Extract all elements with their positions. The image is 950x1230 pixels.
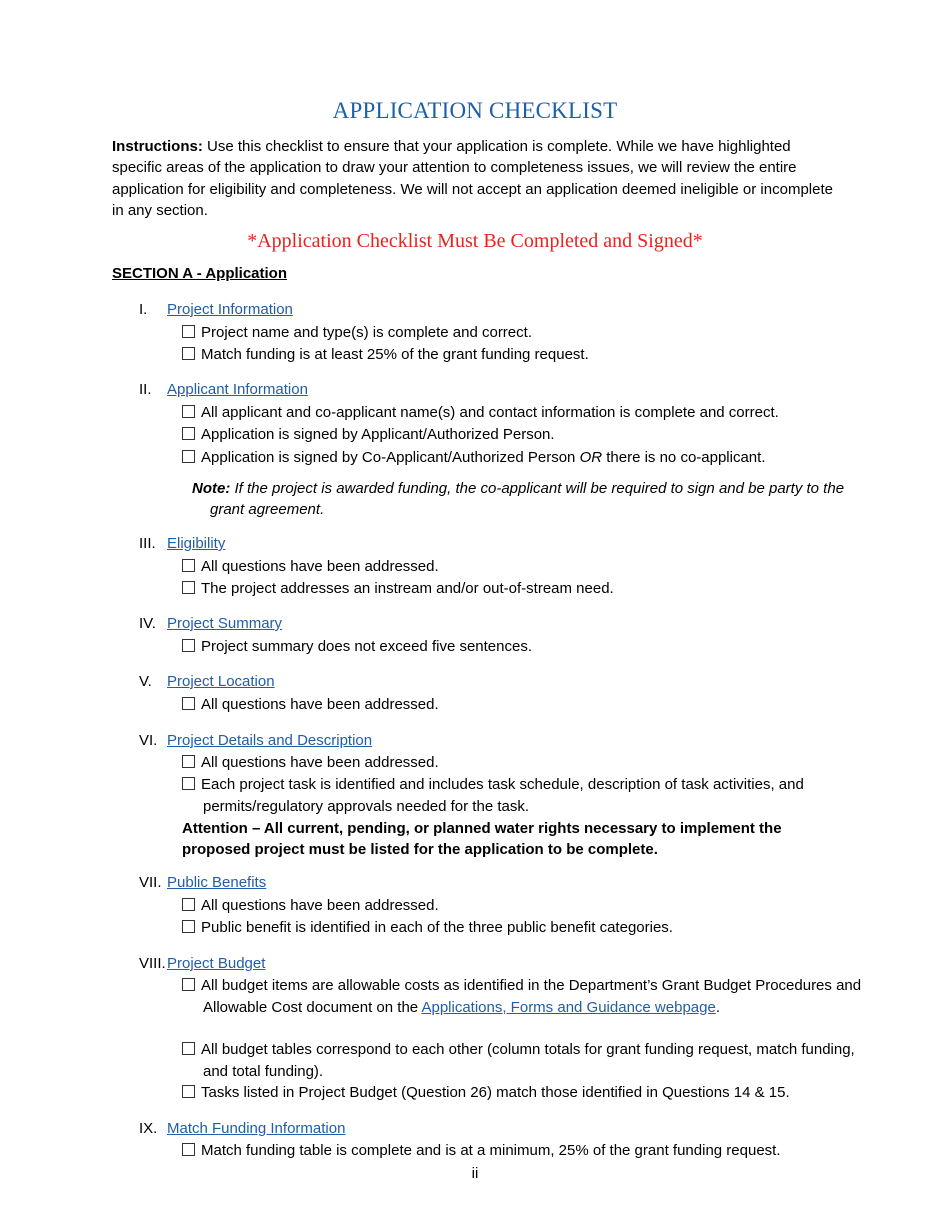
page-number: ii (471, 1165, 479, 1182)
checkbox[interactable] (182, 777, 195, 790)
checklist-item: Tasks listed in Project Budget (Question 26) match those identified in Questions 14 & 15. (182, 1082, 842, 1104)
checkbox[interactable] (182, 1143, 195, 1156)
link-public-benefits[interactable]: Public Benefits (167, 874, 267, 891)
checkbox[interactable] (182, 639, 195, 652)
instructions-text: Use this checklist to ensure that your application is complete. While we have highlighted specific areas of the application to draw your attention to completeness issues, we will review the entire application for eligibility and completeness. We will not accept an application deemed ineligible or incomplete in any section. (112, 138, 833, 219)
checkbox[interactable] (182, 559, 195, 572)
checkbox[interactable] (182, 1042, 195, 1055)
checklist-item: All questions have been addressed. (182, 694, 842, 716)
checkbox[interactable] (182, 581, 195, 594)
checklist-item: The project addresses an instream and/or out-of-stream need. (182, 578, 842, 600)
checkbox[interactable] (182, 450, 195, 463)
section-numeral: IV. (139, 615, 156, 632)
section-numeral: I. (139, 301, 148, 318)
link-project-location[interactable]: Project Location (167, 673, 275, 690)
checkbox[interactable] (182, 697, 195, 710)
link-project-budget[interactable]: Project Budget (167, 955, 266, 972)
note-label: Note: (192, 480, 231, 497)
checkbox[interactable] (182, 978, 195, 991)
checklist-item: All questions have been addressed. (182, 556, 842, 578)
checklist-item: All budget tables correspond to each other (column totals for grant funding request, match funding, and total funding). (182, 1039, 863, 1082)
section-numeral: V. (139, 673, 152, 690)
checklist-item: All questions have been addressed. (182, 752, 842, 774)
link-match-funding[interactable]: Match Funding Information (167, 1120, 346, 1137)
checklist-item: Project summary does not exceed five sentences. (182, 636, 842, 658)
checklist-item: Application is signed by Applicant/Authorized Person. (182, 424, 842, 446)
checklist-item: Match funding table is complete and is at a minimum, 25% of the grant funding request. (182, 1140, 842, 1162)
link-applications-forms-guidance[interactable]: Applications, Forms and Guidance webpage (421, 998, 716, 1016)
checklist-item: All questions have been addressed. (182, 895, 842, 917)
checkbox[interactable] (182, 755, 195, 768)
checklist-item: Match funding is at least 25% of the grant funding request. (182, 344, 842, 366)
section-numeral: II. (139, 381, 152, 398)
checkbox[interactable] (182, 920, 195, 933)
checkbox[interactable] (182, 1085, 195, 1098)
link-applicant-information[interactable]: Applicant Information (167, 381, 308, 398)
section-numeral: VI. (139, 732, 158, 749)
section-numeral: VII. (139, 874, 162, 891)
checkbox[interactable] (182, 347, 195, 360)
instructions-paragraph (112, 136, 842, 221)
checklist-item: All budget items are allowable costs as identified in the Department’s Grant Budget Procedures and Allowable Cost document on the Applications, Forms and Guidance webpage. (182, 975, 863, 1018)
section-a-heading: SECTION A - Application (112, 265, 287, 282)
checkbox[interactable] (182, 898, 195, 911)
page-title: APPLICATION CHECKLIST (332, 98, 618, 123)
link-project-information[interactable]: Project Information (167, 301, 293, 318)
checkbox[interactable] (182, 427, 195, 440)
section-numeral: III. (139, 535, 156, 552)
signed-banner: *Application Checklist Must Be Completed and Signed* (247, 230, 703, 252)
section-numeral: IX. (139, 1120, 158, 1137)
checkbox[interactable] (182, 325, 195, 338)
checklist-item: All applicant and co-applicant name(s) and contact information is complete and correct. (182, 402, 842, 424)
link-project-details[interactable]: Project Details and Description (167, 732, 373, 749)
checkbox[interactable] (182, 405, 195, 418)
checklist-item: Public benefit is identified in each of the three public benefit categories. (182, 917, 842, 939)
section-numeral: VIII. (139, 955, 166, 972)
link-eligibility[interactable]: Eligibility (167, 535, 226, 552)
checklist-item: Each project task is identified and includes task schedule, description of task activities, and permits/regulatory approvals needed for the task. (182, 774, 863, 817)
link-project-summary[interactable]: Project Summary (167, 615, 283, 632)
note-text: If the project is awarded funding, the co-applicant will be required to sign and be party to the grant agreement. (210, 480, 845, 518)
co-applicant-note (192, 478, 860, 520)
instructions-label: Instructions: (112, 138, 203, 155)
checklist-item: Project name and type(s) is complete and correct. (182, 322, 842, 344)
water-rights-attention: Attention – All current, pending, or planned water rights necessary to implement the proposed project must be listed for the application to be complete. (182, 820, 782, 858)
checklist-item: Application is signed by Co-Applicant/Authorized Person OR there is no co-applicant. (182, 447, 842, 469)
